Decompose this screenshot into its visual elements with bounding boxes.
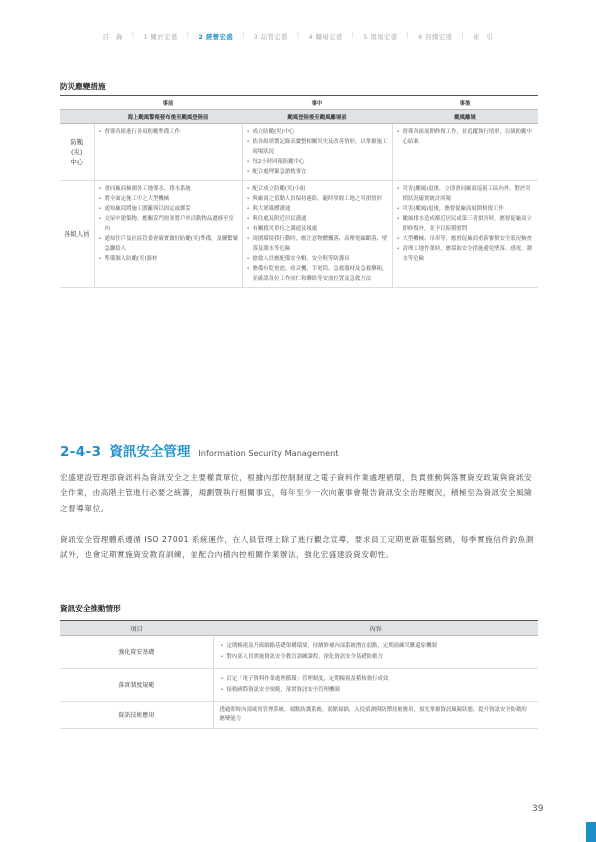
heading-title-en: Information Security Management — [198, 448, 339, 458]
top-navigation — [0, 0, 596, 40]
list-item: • 配合處理緊急搶救事宜 — [246, 167, 389, 177]
list-item: • 有關救災單位之溝通及報處 — [246, 224, 389, 234]
section-heading — [60, 440, 339, 460]
nav-item-0[interactable]: 目 錄 — [102, 34, 123, 41]
list-item: • 接軌國際資訊安全規範，落實資訊安全管理機制 — [220, 686, 533, 695]
list-item: • 準備個人防颱(災)器材 — [98, 254, 239, 264]
row-label-line: 各組人員 — [63, 230, 90, 238]
list-item: • 依各組填製記錄表彙整相關災失及改善情形，以掌握施工現場狀況 — [246, 137, 389, 157]
nav-item-1[interactable]: 1 關於宏盛 — [143, 34, 178, 41]
disaster-cell-during — [242, 181, 392, 288]
disaster-list-during — [246, 184, 389, 284]
disaster-row-label — [60, 124, 94, 181]
disaster-cell-before — [94, 181, 242, 288]
nav-separator: | — [242, 32, 245, 39]
list-item: • 通知住戶及社區管委會確實做好防颱(災)準備，及聯繫緊急聯絡人 — [98, 234, 239, 254]
security-content — [213, 702, 538, 729]
subhead-after: 颱風離境 — [392, 110, 538, 124]
list-item: • 大型機械、吊車等，應督促廠商重新審慎安全狀況檢查 — [396, 234, 536, 244]
nav-separator: | — [186, 32, 190, 39]
list-item: • 搶救人員應配備安全帽、安全鞋等防護具 — [246, 254, 389, 264]
nav-separator: | — [406, 32, 410, 39]
row-label-line: 防颱 — [70, 138, 84, 146]
nav-separator: | — [296, 32, 300, 39]
paragraph-2: 資訊安全管理體系遵循 ISO 27001 系統運作，在人員管理上除了進行觀念宣導，要求員工定期更新電腦密碼，每季實施信件釣魚測試外，也會定期實施資安教育訓練，並配合內稽內控相關作業辦法，強化宏盛建設資安韌性。 — [60, 535, 534, 560]
list-item: • 應備有乾電池、收音機、手電筒、急救器材及急救藥箱，並確認各位工作同仁和聯絡等安放位置及急救方法 — [246, 264, 389, 284]
security-header-item: 項目 — [60, 621, 213, 636]
list-item: • 配合成立防颱(災)小組 — [246, 184, 389, 194]
list-item: • 定期檢視及升級網路基礎架構環境，持續修補內部系統潛在弱點，定期演練災難還原機制 — [220, 642, 533, 651]
list-item: • 督導各組進行各項防颱準備工作 — [98, 127, 239, 137]
list-item: • 對內部人員實施資訊安全教育訓練課程，深化資訊安全基礎防衛力 — [220, 653, 533, 662]
list-item: • 與住處及附近居民溝通 — [246, 214, 389, 224]
heading-number: 2-4-3 — [60, 444, 102, 460]
phase-during-header: 事中 — [242, 96, 392, 110]
nav-separator: | — [461, 32, 465, 39]
disaster-response-table — [60, 95, 538, 288]
list-item: • 災害(颱風)退後，應督促廠商展開修復工作 — [396, 204, 536, 214]
list-item: • 清理工地作業時，應採取安全措施避免墜落、感電、潮水等危險 — [396, 244, 536, 264]
page-number: 39 — [532, 804, 544, 814]
list-item: • 與廠商之值勤人員保持連絡，隨時掌握工地之災損情形 — [246, 194, 389, 204]
nav-item-2[interactable]: 2 經營宏盛 — [198, 34, 234, 41]
security-content — [213, 636, 538, 669]
disaster-row — [60, 181, 538, 288]
security-row — [60, 702, 538, 729]
corner-tab — [586, 822, 596, 842]
disaster-row-label — [60, 181, 94, 288]
list-item: • 交屋中建築物，應關妥門窗並將戶外活動物品遷移至室內 — [98, 214, 239, 234]
disaster-cell-after — [392, 124, 538, 181]
security-content-list — [220, 642, 533, 662]
list-item: • 災害(颱風)退後，立即會同廠商巡視工區內外，對於災損狀況確實統計回報 — [396, 184, 536, 204]
row-label-line: 中心 — [70, 158, 84, 166]
list-item: • 成立防颱(災)中心 — [246, 127, 389, 137]
phase-before-header: 事前 — [94, 96, 242, 110]
list-item: • 會同廠商檢測各工地導水、排水系統 — [98, 184, 239, 194]
security-content-text: 透過即時內部威脅管理系統、端點防護系統、弱點掃描，入侵偵測與防禦技術應用，預先掌握資訊風險狀態，提升資訊安全防衛的應變能力 — [219, 707, 527, 722]
security-item: 資訊技術應用 — [60, 702, 213, 729]
security-item: 強化資安基礎 — [60, 636, 213, 669]
disaster-section-title: 防災應變措施 — [60, 82, 106, 91]
disaster-cell-before — [94, 124, 242, 181]
security-item: 落實制度規範 — [60, 669, 213, 702]
disaster-list-during — [246, 127, 389, 177]
security-row — [60, 636, 538, 669]
disaster-cell-after — [392, 181, 538, 288]
list-item: • 周圍環境我行動時，應注意物體飄落、高壓電線斷落、壁落及潮水等危險 — [246, 234, 389, 254]
disaster-list-after — [396, 127, 536, 147]
security-content-list — [220, 675, 533, 695]
list-item: • 每2小時回報防颱中心 — [246, 157, 389, 167]
security-row — [60, 669, 538, 702]
subhead-during: 颱風登陸後至颱風離境前 — [242, 110, 392, 124]
list-item: • 將全面定施工中之大型機械 — [98, 194, 239, 204]
nav-item-4[interactable]: 4 職場宏盛 — [308, 34, 343, 41]
nav-item-6[interactable]: 6 回饋宏盛 — [418, 34, 453, 41]
disaster-row — [60, 124, 538, 181]
list-item: • 督導各組展開修復工作，並追蹤執行情形，以級防颱中心結案 — [396, 127, 536, 147]
nav-item-7[interactable]: 索 引 — [473, 34, 494, 41]
heading-title-zh: 資訊安全管理 — [109, 444, 191, 460]
security-section-title: 資訊安全推動情形 — [60, 604, 121, 613]
subhead-before: 海上颱風警報發布後至颱風登陸前 — [94, 110, 242, 124]
paragraph-1: 宏盛建設管理部資訊科為資訊安全之主要權責單位，根據內部控制制度之電子資料作業處理循環，負責推動與落實資安政策與資訊安全作業，由高階主管進行必要之統籌，規劃暨執行相關事宜，每年至少一次向董事會報告資訊安全治理概況，積極至為資訊安全風險之督導單位。 — [60, 473, 533, 513]
disaster-list-before — [98, 184, 239, 264]
list-item: • 颱風排水造成鄰近居民或第三者損害時，應督促廠商立即修復外，並予以賠償慰問 — [396, 214, 536, 234]
security-content — [213, 669, 538, 702]
nav-separator: | — [351, 32, 355, 39]
list-item: • 訂定「電子資料作業處理循環」管理制度，定期檢視及稽核執行成效 — [220, 675, 533, 684]
security-table — [60, 620, 538, 729]
nav-item-5[interactable]: 5 環境宏盛 — [363, 34, 398, 41]
nav-item-3[interactable]: 3 品質宏盛 — [253, 34, 288, 41]
list-item: • 與大眾媒體溝通 — [246, 204, 389, 214]
row-label-line: (災) — [71, 148, 83, 156]
disaster-cell-during — [242, 124, 392, 181]
nav-separator: | — [131, 32, 135, 39]
security-header-content: 內容 — [213, 621, 538, 636]
disaster-list-before — [98, 127, 239, 137]
phase-after-header: 事後 — [392, 96, 538, 110]
disaster-list-after — [396, 184, 536, 264]
list-item: • 通知廠商將施工圍籬與以固定或綁妥 — [98, 204, 239, 214]
